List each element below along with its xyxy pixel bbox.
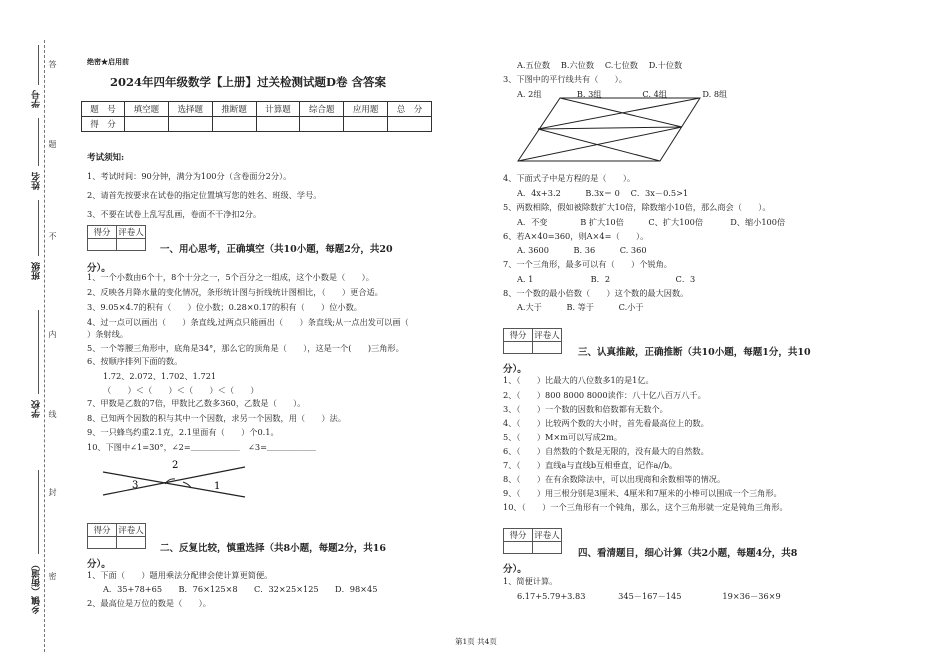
question-item: 2、最高位是万位的数是（ ）。 xyxy=(87,598,211,608)
score-header-cell: 计算题 xyxy=(256,102,300,117)
score-cell[interactable] xyxy=(125,117,169,132)
page-number: 第1页 共4页 xyxy=(455,637,497,646)
name-blank[interactable] xyxy=(38,118,39,166)
school-blank[interactable] xyxy=(38,310,39,394)
question-item: A．4x+3.2 B.3x＝ 0 C．3x－0.5>1 xyxy=(517,188,689,198)
score-cell[interactable] xyxy=(168,117,212,132)
angle-label-3: 3 xyxy=(132,480,139,491)
question-item: 7、（ ）直线a与直线b互相垂直，记作a//b。 xyxy=(503,460,678,470)
question-item: A．不变 B 扩大10倍 C、扩大100倍 D、缩小100倍 xyxy=(517,217,786,227)
grader-reviewer-label: 评卷人 xyxy=(533,529,562,542)
score-header-cell: 选择题 xyxy=(168,102,212,117)
question-item: 6、按顺序排列下面的数。 xyxy=(87,356,183,366)
name-label: 姓名 xyxy=(32,172,42,190)
question-item: （ ）＜（ ）＜（ ）＜（ ） xyxy=(103,385,259,395)
question-item: 2、反映各月降水量的变化情况，条形统计图与折线统计图相比，（ ）更合适。 xyxy=(87,287,383,297)
notice-item: 3、不要在试卷上乱写乱画，卷面不干净扣2分。 xyxy=(87,209,262,219)
notice-item: 1、考试时间：90分钟，满分为100分（含卷面分2分）。 xyxy=(87,171,292,181)
notice-item: 2、请首先按要求在试卷的指定位置填写您的姓名、班级、学号。 xyxy=(87,190,322,200)
binding-cut-text-5: 线 xyxy=(48,410,57,419)
question-item: 1、下面（ ）题用乘法分配律会使计算更简便。 xyxy=(87,570,273,580)
question-item: 6.17+5.79+3.83 345－167－145 19×36－36×9 xyxy=(517,591,781,601)
question-item: 7、一个三角形，最多可以有（ ）个锐角。 xyxy=(503,259,672,269)
question-item: 4、过一点可以画出（ ）条直线,过两点只能画出（ ）条直线;从一点出发可以画（ xyxy=(87,317,426,327)
grader-box-section3 xyxy=(503,328,562,354)
question-item: 3、下图中的平行线共有（ ）。 xyxy=(503,74,627,84)
question-item: 6、（ ）自然数的个数是无限的，没有最大的自然数。 xyxy=(503,446,709,456)
secret-tag: 绝密★启用前 xyxy=(87,57,129,66)
question-item: 8、一个数的最小倍数（ ）这个数的最大因数。 xyxy=(503,288,689,298)
score-cell[interactable] xyxy=(212,117,256,132)
grader-score-cell[interactable] xyxy=(504,342,533,354)
section3-title: 三、认真推敲，正确推断（共10小题，每题1分，共10 xyxy=(578,347,811,358)
binding-cut-line xyxy=(44,40,45,652)
section1-title-cont: 分）。 xyxy=(87,263,111,274)
question-item: A．35+78+65 B．76×125×8 C．32×25×125 D．98×45 xyxy=(103,584,378,594)
question-item: 5、一个等腰三角形中，底角是34°，那么它的顶角是（ ），这是一个( )三角形。 xyxy=(87,343,404,353)
town-label: 乡镇（街道） xyxy=(32,560,42,614)
binding-cut-text-4: 内 xyxy=(48,330,57,339)
score-header-cell: 综合题 xyxy=(300,102,344,117)
question-item: 1.72、2.072、1.702、1.721 xyxy=(103,371,217,381)
student-no-blank[interactable] xyxy=(38,45,39,85)
question-item: 4、（ ）比较两个数的大小时，首先看最高位上的数。 xyxy=(503,418,709,428)
score-cell[interactable] xyxy=(388,117,432,132)
notice-title: 考试须知: xyxy=(87,153,125,163)
question-item: 9、（ ）用三根分别是3厘米、4厘米和7厘米的小棒可以围成一个三角形。 xyxy=(503,488,782,498)
question-item: 7、甲数是乙数的7倍，甲数比乙数多360，乙数是（ ）。 xyxy=(87,398,306,408)
grader-score-label: 得分 xyxy=(504,529,533,542)
question-item: 1、（ ）比最大的八位数多1的是1亿。 xyxy=(503,375,654,385)
parallelogram-figure xyxy=(510,95,710,165)
question-item: ）条射线。 xyxy=(87,329,128,339)
grader-score-cell[interactable] xyxy=(88,537,117,549)
grader-reviewer-label: 评卷人 xyxy=(533,329,562,342)
grader-reviewer-label: 评卷人 xyxy=(117,524,146,537)
question-item: 10、下图中∠1=30°，∠2=＿＿＿＿＿＿ ∠3=＿＿＿＿＿＿ xyxy=(87,442,317,452)
question-item: 8、（ ）在有余数除法中，可以出现商和余数相等的情况。 xyxy=(503,474,726,484)
question-item: 6、若A×40=360，则A×4=（ ）。 xyxy=(503,231,649,241)
question-item: A.五位数 B.六位数 C.七位数 D.十位数 xyxy=(517,60,683,70)
question-item: 2、（ ）800 8000 8000读作：八十亿八百万八千。 xyxy=(503,390,706,400)
question-item: 1、一个小数由6个十，8个十分之一，5个百分之一组成，这个小数是（ ）。 xyxy=(87,272,374,282)
grader-score-cell[interactable] xyxy=(504,542,533,554)
question-item: 3、（ ）一个数的因数和倍数都有无数个。 xyxy=(503,404,668,414)
score-row-label: 得 分 xyxy=(82,117,125,132)
class-label: 班级 xyxy=(32,262,42,280)
score-table xyxy=(81,101,432,132)
score-header-cell: 总 分 xyxy=(388,102,432,117)
section2-title-cont: 分）。 xyxy=(87,559,111,570)
question-item: A. 2组 B. 3组 C. 4组 D. 8组 xyxy=(517,89,728,99)
binding-cut-text-2: 题 xyxy=(48,140,57,149)
question-item: 5、两数相除，假如被除数扩大10倍，除数缩小10倍，那么商会（ ）。 xyxy=(503,202,771,212)
grader-reviewer-cell[interactable] xyxy=(533,342,562,354)
grader-score-label: 得分 xyxy=(88,226,117,239)
question-item: 4、下面式子中是方程的是（ ）。 xyxy=(503,173,636,183)
grader-reviewer-label: 评卷人 xyxy=(117,226,146,239)
question-item: A. 1 B．2 C．3 xyxy=(517,274,696,284)
section4-title-cont: 分）。 xyxy=(503,564,527,575)
score-cell[interactable] xyxy=(256,117,300,132)
class-blank[interactable] xyxy=(38,200,39,256)
binding-cut-text-6: 封 xyxy=(48,488,57,497)
question-item: 10、（ ）一个三角形有一个钝角，那么，这个三角形就一定是钝角三角形。 xyxy=(503,502,788,512)
binding-cut-text-1: 答 xyxy=(48,60,57,69)
angle-label-2: 2 xyxy=(172,460,179,471)
page-title: 2024年四年级数学【上册】过关检测试题D卷 含答案 xyxy=(110,75,386,89)
question-item: 3、9.05×4.7的积有（ ）位小数；0.28×0.17的积有（ ）位小数。 xyxy=(87,302,362,312)
section1-title: 一、用心思考，正确填空（共10小题，每题2分，共20 xyxy=(160,244,393,255)
grader-box-section1 xyxy=(87,225,146,251)
grader-box-section2 xyxy=(87,523,146,549)
student-no-label: 学号 xyxy=(32,90,42,108)
binding-cut-text-7: 密 xyxy=(48,572,57,581)
section4-title: 四、看清题目，细心计算（共2小题，每题4分，共8 xyxy=(578,548,798,559)
grader-reviewer-cell[interactable] xyxy=(117,239,146,251)
section3-title-cont: 分）。 xyxy=(503,364,527,375)
school-label: 学校 xyxy=(32,400,42,418)
question-item: A.大于 B. 等于 C.小于 xyxy=(517,302,644,312)
grader-reviewer-cell[interactable] xyxy=(533,542,562,554)
section2-title: 二、反复比较，慎重选择（共8小题，每题2分，共16 xyxy=(160,543,386,554)
question-item: 1、简便计算。 xyxy=(503,576,558,586)
binding-cut-text-3: 不 xyxy=(48,232,57,241)
score-header-cell: 应用题 xyxy=(344,102,388,117)
question-item: 8、已知两个因数的积与其中一个因数，求另一个因数，用（ ）法。 xyxy=(87,413,347,423)
grader-score-label: 得分 xyxy=(88,524,117,537)
grader-score-label: 得分 xyxy=(504,329,533,342)
score-header-cell: 题 号 xyxy=(82,102,125,117)
score-header-cell: 填空题 xyxy=(125,102,169,117)
score-cell[interactable] xyxy=(344,117,388,132)
angle-figure xyxy=(95,457,255,502)
score-header-cell: 推断题 xyxy=(212,102,256,117)
grader-reviewer-cell[interactable] xyxy=(117,537,146,549)
question-item: 9、一只蜂鸟约重2.1克，2.1里面有（ ）个0.1。 xyxy=(87,427,279,437)
grader-box-section4 xyxy=(503,528,562,554)
question-item: 5、（ ）M×m可以写成2m。 xyxy=(503,432,622,442)
grader-score-cell[interactable] xyxy=(88,239,117,251)
angle-label-1: 1 xyxy=(214,481,221,492)
question-item: A. 3600 B. 36 C. 360 xyxy=(517,245,647,255)
score-cell[interactable] xyxy=(300,117,344,132)
town-blank[interactable] xyxy=(38,470,39,554)
